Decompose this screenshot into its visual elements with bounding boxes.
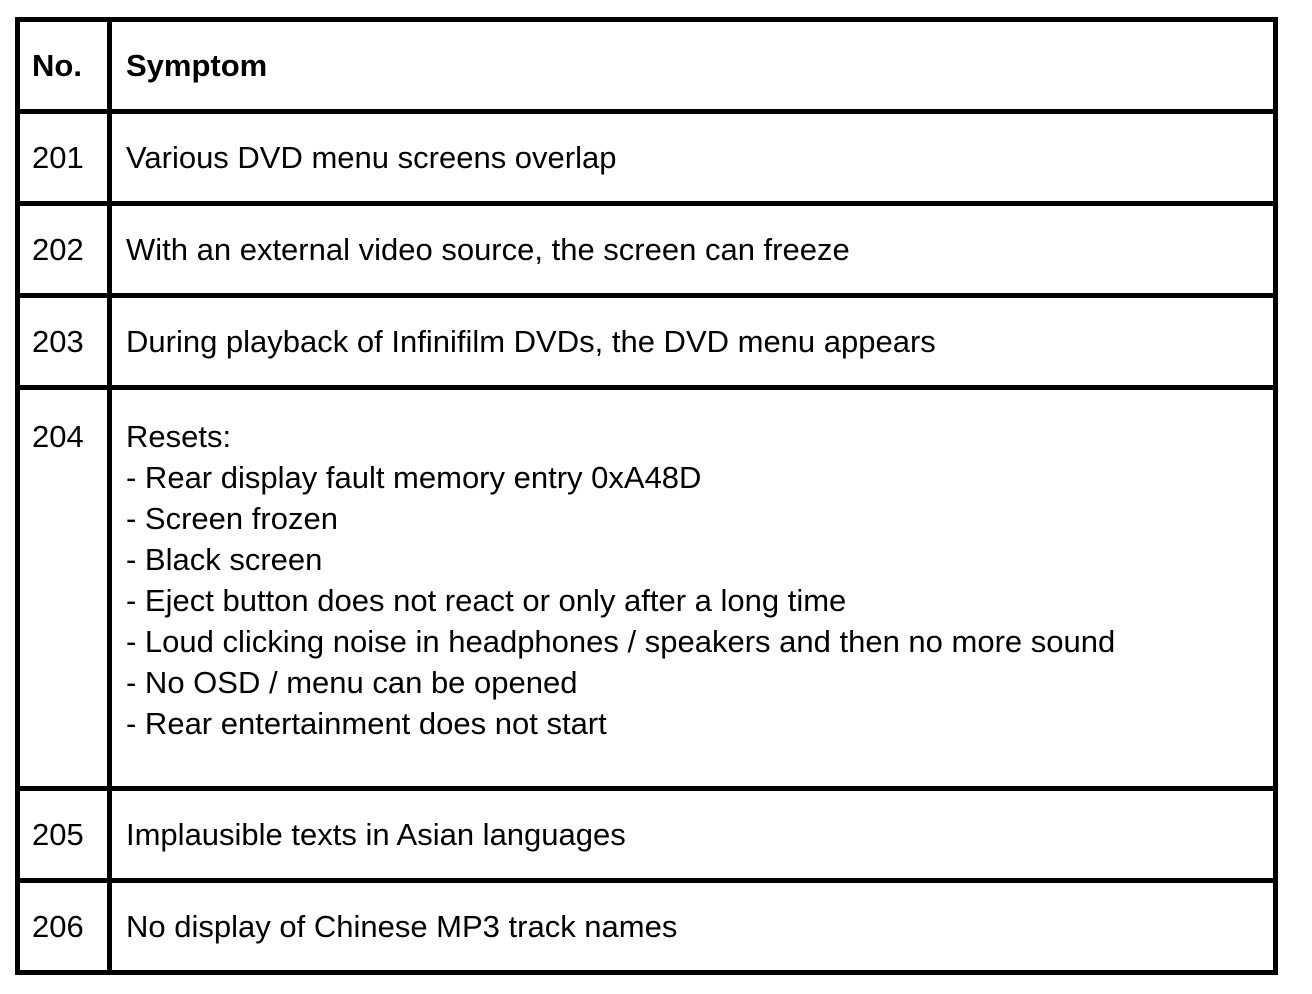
table-row	[18, 112, 1276, 204]
symptom-table	[15, 17, 1278, 975]
row-symptom	[110, 204, 1276, 296]
symptom-line: During playback of Infinifilm DVDs, the DVD menu appears	[126, 324, 936, 359]
row-number: 202	[18, 204, 110, 296]
table-row	[18, 204, 1276, 296]
symptom-line: Various DVD menu screens overlap	[126, 140, 617, 175]
header-symptom: Symptom	[110, 20, 1276, 112]
row-symptom	[110, 789, 1276, 881]
symptom-line: - Loud clicking noise in headphones / speakers and then no more sound	[126, 624, 1116, 659]
row-symptom	[110, 112, 1276, 204]
table-row	[18, 881, 1276, 973]
row-number: 204	[18, 388, 110, 789]
table-row	[18, 388, 1276, 789]
symptom-line: - Black screen	[126, 542, 323, 577]
symptom-line: - Screen frozen	[126, 501, 338, 536]
row-number: 203	[18, 296, 110, 388]
symptom-line: With an external video source, the screen can freeze	[126, 232, 850, 267]
row-number: 201	[18, 112, 110, 204]
table-row	[18, 789, 1276, 881]
symptom-line: Implausible texts in Asian languages	[126, 817, 626, 852]
symptom-line: No display of Chinese MP3 track names	[126, 909, 678, 944]
header-row	[18, 20, 1276, 112]
row-symptom	[110, 881, 1276, 973]
symptom-line: - Rear display fault memory entry 0xA48D	[126, 460, 702, 495]
row-number: 205	[18, 789, 110, 881]
row-symptom	[110, 296, 1276, 388]
symptom-line: Resets:	[126, 419, 232, 454]
header-no: No.	[18, 20, 110, 112]
row-symptom	[110, 388, 1276, 789]
table-row	[18, 296, 1276, 388]
symptom-line: - Rear entertainment does not start	[126, 706, 607, 741]
symptom-line: - No OSD / menu can be opened	[126, 665, 578, 700]
symptom-line: - Eject button does not react or only after a long time	[126, 583, 847, 618]
row-number: 206	[18, 881, 110, 973]
